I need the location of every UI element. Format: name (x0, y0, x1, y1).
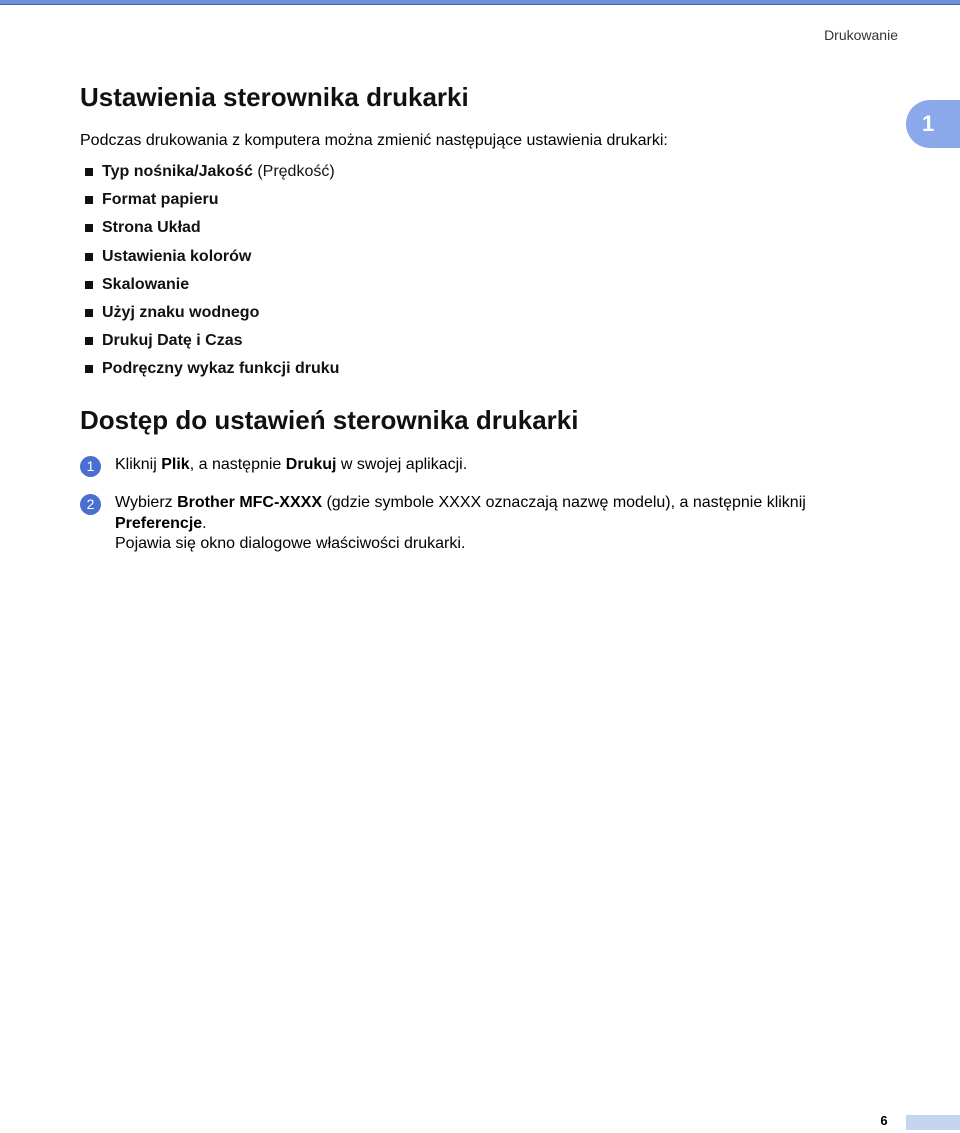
chapter-tab (906, 100, 960, 148)
list-item (85, 158, 339, 186)
list-item-label: Strona Układ (102, 219, 201, 237)
bullet-square-icon (85, 168, 93, 176)
list-item (85, 271, 339, 299)
menu-name-print: Drukuj (285, 456, 337, 473)
list-item-label: Format papieru (102, 191, 219, 209)
step-text-part: (gdzie symbole XXXX oznaczają nazwę modelu), a następnie kliknij (322, 494, 806, 511)
page-number: 6 (880, 1113, 888, 1128)
step-text-part: w swojej aplikacji. (336, 456, 468, 473)
step-number-icon: 1 (80, 456, 101, 477)
list-item (85, 355, 339, 383)
running-header: Drukowanie (824, 27, 898, 43)
step-text (115, 493, 875, 555)
list-item-note: (Prędkość) (252, 163, 335, 181)
list-item (85, 299, 339, 327)
bullet-square-icon (85, 224, 93, 232)
step-text-part: Wybierz (115, 494, 178, 511)
page-footer (870, 1112, 960, 1133)
step-text-part: Kliknij (115, 456, 162, 473)
list-item (85, 214, 339, 242)
list-item (85, 243, 339, 271)
list-item-label: Ustawienia kolorów (102, 247, 252, 265)
bullet-square-icon (85, 337, 93, 345)
list-item-label: Typ nośnika/Jakość (102, 163, 253, 181)
list-item-label: Podręczny wykaz funkcji druku (102, 360, 340, 378)
button-name-preferences: Preferencje (115, 514, 203, 532)
top-rule (0, 0, 960, 5)
step-text-part: , a następnie (189, 456, 286, 473)
list-item-label: Użyj znaku wodnego (102, 304, 260, 322)
bullet-square-icon (85, 196, 93, 204)
bullet-square-icon (85, 253, 93, 261)
printer-name: Brother MFC-XXXX (177, 494, 322, 511)
list-item-label: Drukuj Datę i Czas (102, 332, 243, 350)
chapter-number: 1 (922, 111, 935, 136)
page-bar (906, 1115, 960, 1130)
subsection-title: Dostęp do ustawień sterownika drukarki (80, 405, 579, 435)
list-item (85, 327, 339, 355)
step-text-part: . (202, 514, 207, 532)
bullet-square-icon (85, 281, 93, 289)
step-text (115, 455, 875, 476)
bullet-square-icon (85, 309, 93, 317)
section-title: Ustawienia sterownika drukarki (80, 82, 469, 112)
bullet-square-icon (85, 365, 93, 373)
settings-list (85, 158, 339, 384)
intro-text: Podczas drukowania z komputera można zmienić następujące ustawienia drukarki: (80, 132, 668, 149)
list-item (85, 186, 339, 214)
step-result-text: Pojawia się okno dialogowe właściwości drukarki. (115, 535, 466, 552)
step-number-icon: 2 (80, 494, 101, 515)
menu-name-file: Plik (161, 456, 190, 473)
list-item-label: Skalowanie (102, 275, 190, 293)
